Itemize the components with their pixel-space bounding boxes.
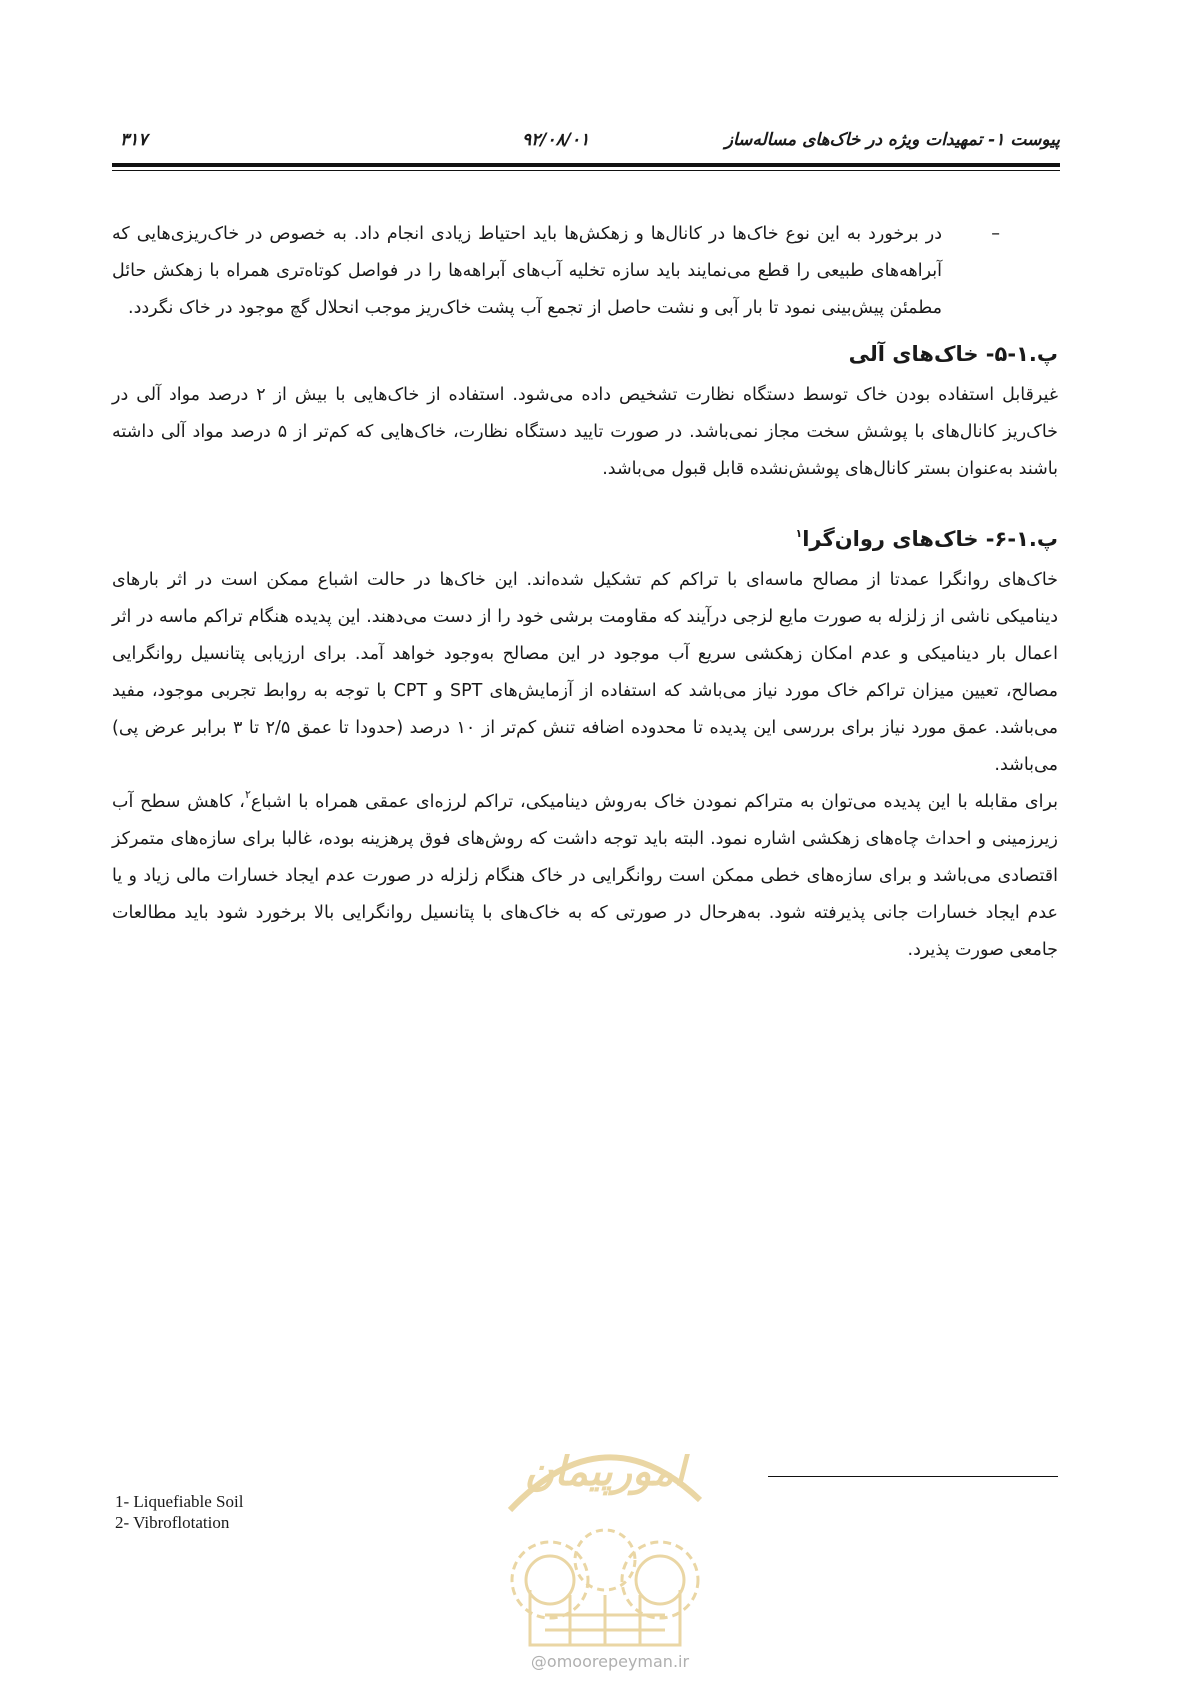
section-6-paragraph-2 [112,784,1058,969]
footnote-1: 1- Liquefiable Soil [115,1492,244,1511]
section-6-heading [112,520,1058,558]
section-5-heading: پ.۱-۵- خاک‌های آلی [848,342,1058,366]
section-6-heading-text: پ.۱-۶- خاک‌های روان‌گرا [802,527,1058,551]
section-5-paragraph: غیرقابل استفاده بودن خاک توسط دستگاه نظارت تشخیص داده می‌شود. استفاده از خاک‌هایی با بیش از ۲ درصد مواد آلی در خاک‌ریز کانال‌های با پوشش سخت مجاز نمی‌باشد. در صورت تایید دستگاه نظارت، خاک‌هایی که کم‌تر از ۵ درصد مواد آلی داشته باشند به‌عنوان بستر کانال‌های پوشش‌نشده قابل قبول می‌باشد. [112,385,1059,479]
page-number: ۳۱۷ [120,130,148,150]
header-title: پیوست ۱- تمهیدات ویژه در خاک‌های مساله‌ساز [724,130,1060,150]
bullet-text: در برخورد به این نوع خاک‌ها در کانال‌ها و زهکش‌ها باید احتیاط زیادی انجام داد. به خصوص در خاک‌ریزی‌هایی که آبراهه‌های طبیعی را قطع می‌نمایند باید سازه تخلیه آب‌های آبراهه‌ها را در فواصل کوتاه‌تری همراه با زهکش حائل مطمئن پیش‌بینی نمود تا بار آبی و نشت حاصل از تجمع آب پشت خاک‌ریز موجب انحلال گچ موجود در خاک نگردد. [112,224,942,318]
at-icon: @ [530,1652,547,1671]
watermark-url-text: omoorepeyman.ir [546,1652,690,1671]
footnotes [115,1491,415,1533]
section-gap [112,488,1058,512]
section-6-paragraph-1: خاک‌های روانگرا عمدتا از مصالح ماسه‌ای با تراکم کم تشکیل شده‌اند. این خاک‌ها در حالت اشباع ممکن است در اثر بارهای دینامیکی ناشی از زلزله به صورت مایع لزجی درآیند که مقاومت برشی خود را از دست می‌دهند. این پدیده هنگام تراکم ماسه در اثر اعمال بار دینامیکی و عدم امکان زهکشی سریع آب موجود در این مصالح به‌وجود خواهد آمد. برای ارزیابی پتانسیل روانگرایی مصالح، تعیین میزان تراکم خاک مورد نیاز می‌باشد که استفاده از آزمایش‌های SPT و CPT با توجه به روابط تجربی موجود، مفید می‌باشد. عمق مورد نیاز برای بررسی این پدیده تا محدوده اضافه تنش کم‌تر از ۱۰ درصد (حدودا تا عمق ۲/۵ تا ۳ برابر عرض پی) می‌باشد. [112,570,1059,775]
watermark-logo-text: امورپیمان [524,1449,686,1495]
footnote-rule [768,1476,1058,1477]
page-header [112,128,1060,156]
watermark-url [480,1652,740,1671]
footnote-ref-1[interactable]: ۱ [795,527,803,540]
footnote-ref-2[interactable]: ۲ [244,788,251,801]
header-rule-thick [112,163,1060,167]
main-content [112,216,1058,969]
paragraph-2-end: ، کاهش سطح آب زیرزمینی و احداث چاه‌های زهکشی اشاره نمود. البته باید توجه داشت که روش‌های فوق پرهزینه بوده، غالبا برای سازه‌های متمرکز اقتصادی می‌باشد و برای سازه‌های خطی ممکن است روانگرایی در خاک هنگام زلزله در صورت عدم ایجاد خسارات مالی زیاد و یا عدم ایجاد خسارات جانی پذیرفته شود. به‌هرحال در صورتی که به خاک‌های با پتانسیل روانگرایی بالا برخورد شود باید مطالعات جامعی صورت پذیرد. [112,792,1058,960]
paragraph-2-start: برای مقابله با این پدیده می‌توان به متراکم نمودن خاک به‌روش دینامیکی، تراکم لرزه‌ای عمقی همراه با اشباع [250,792,1058,812]
footnote-2: 2- Vibroflotation [115,1513,230,1532]
bullet-item [112,216,1058,327]
bullet-dash: – [991,224,1000,244]
header-rule-thin [112,170,1060,171]
watermark-logo [470,1390,740,1660]
header-date: ۹۲/۰۸/۰۱ [522,130,590,150]
